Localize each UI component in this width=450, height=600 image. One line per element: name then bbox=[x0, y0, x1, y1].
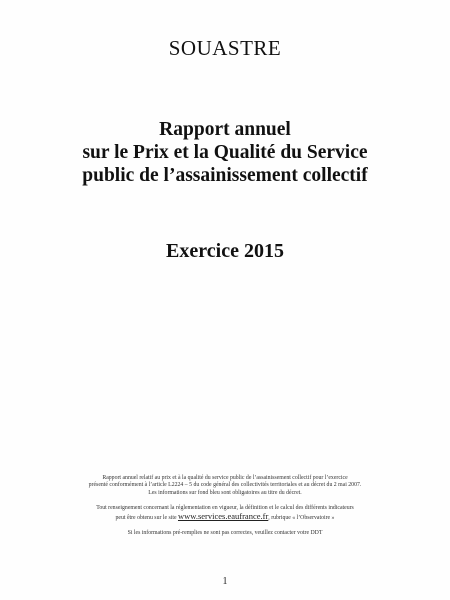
title-line-2: sur le Prix et la Qualité du Service bbox=[82, 142, 368, 163]
note-text: , rubrique « l’Observatoire » bbox=[268, 514, 335, 521]
exercise-year: Exercice 2015 bbox=[166, 240, 284, 262]
title-line-3: public de l’assainissement collectif bbox=[82, 165, 368, 186]
commune-name: SOUASTRE bbox=[168, 36, 282, 60]
note-line: Si les informations pré-remplies ne sont pas correctes, veuillez contacter votre DDT bbox=[127, 530, 323, 537]
note-line: Tout renseignement concernant la réglementation en vigueur, la définition et le calcul des différents indicateurs bbox=[96, 505, 354, 512]
report-title bbox=[0, 118, 450, 187]
note-text: peut être obtenu sur le site bbox=[115, 514, 177, 521]
note-spacer bbox=[58, 522, 392, 530]
website-link[interactable]: www.services.eaufrance.fr bbox=[177, 510, 269, 521]
note-line-with-link bbox=[58, 510, 392, 522]
note-line: Les informations sur fond bleu sont obligatoires au titre du décret. bbox=[148, 489, 302, 496]
note-line: présenté conformément à l’article L2224 – 5 du code général des collectivités territoriales et au décret du 2 mai 2007. bbox=[88, 482, 362, 489]
footnotes bbox=[58, 475, 392, 537]
note-line: Rapport annuel relatif au prix et à la qualité du service public de l’assainissement collectif pour l’exercice bbox=[102, 475, 348, 481]
page-number: 1 bbox=[222, 576, 228, 587]
title-line-1: Rapport annuel bbox=[159, 119, 291, 140]
